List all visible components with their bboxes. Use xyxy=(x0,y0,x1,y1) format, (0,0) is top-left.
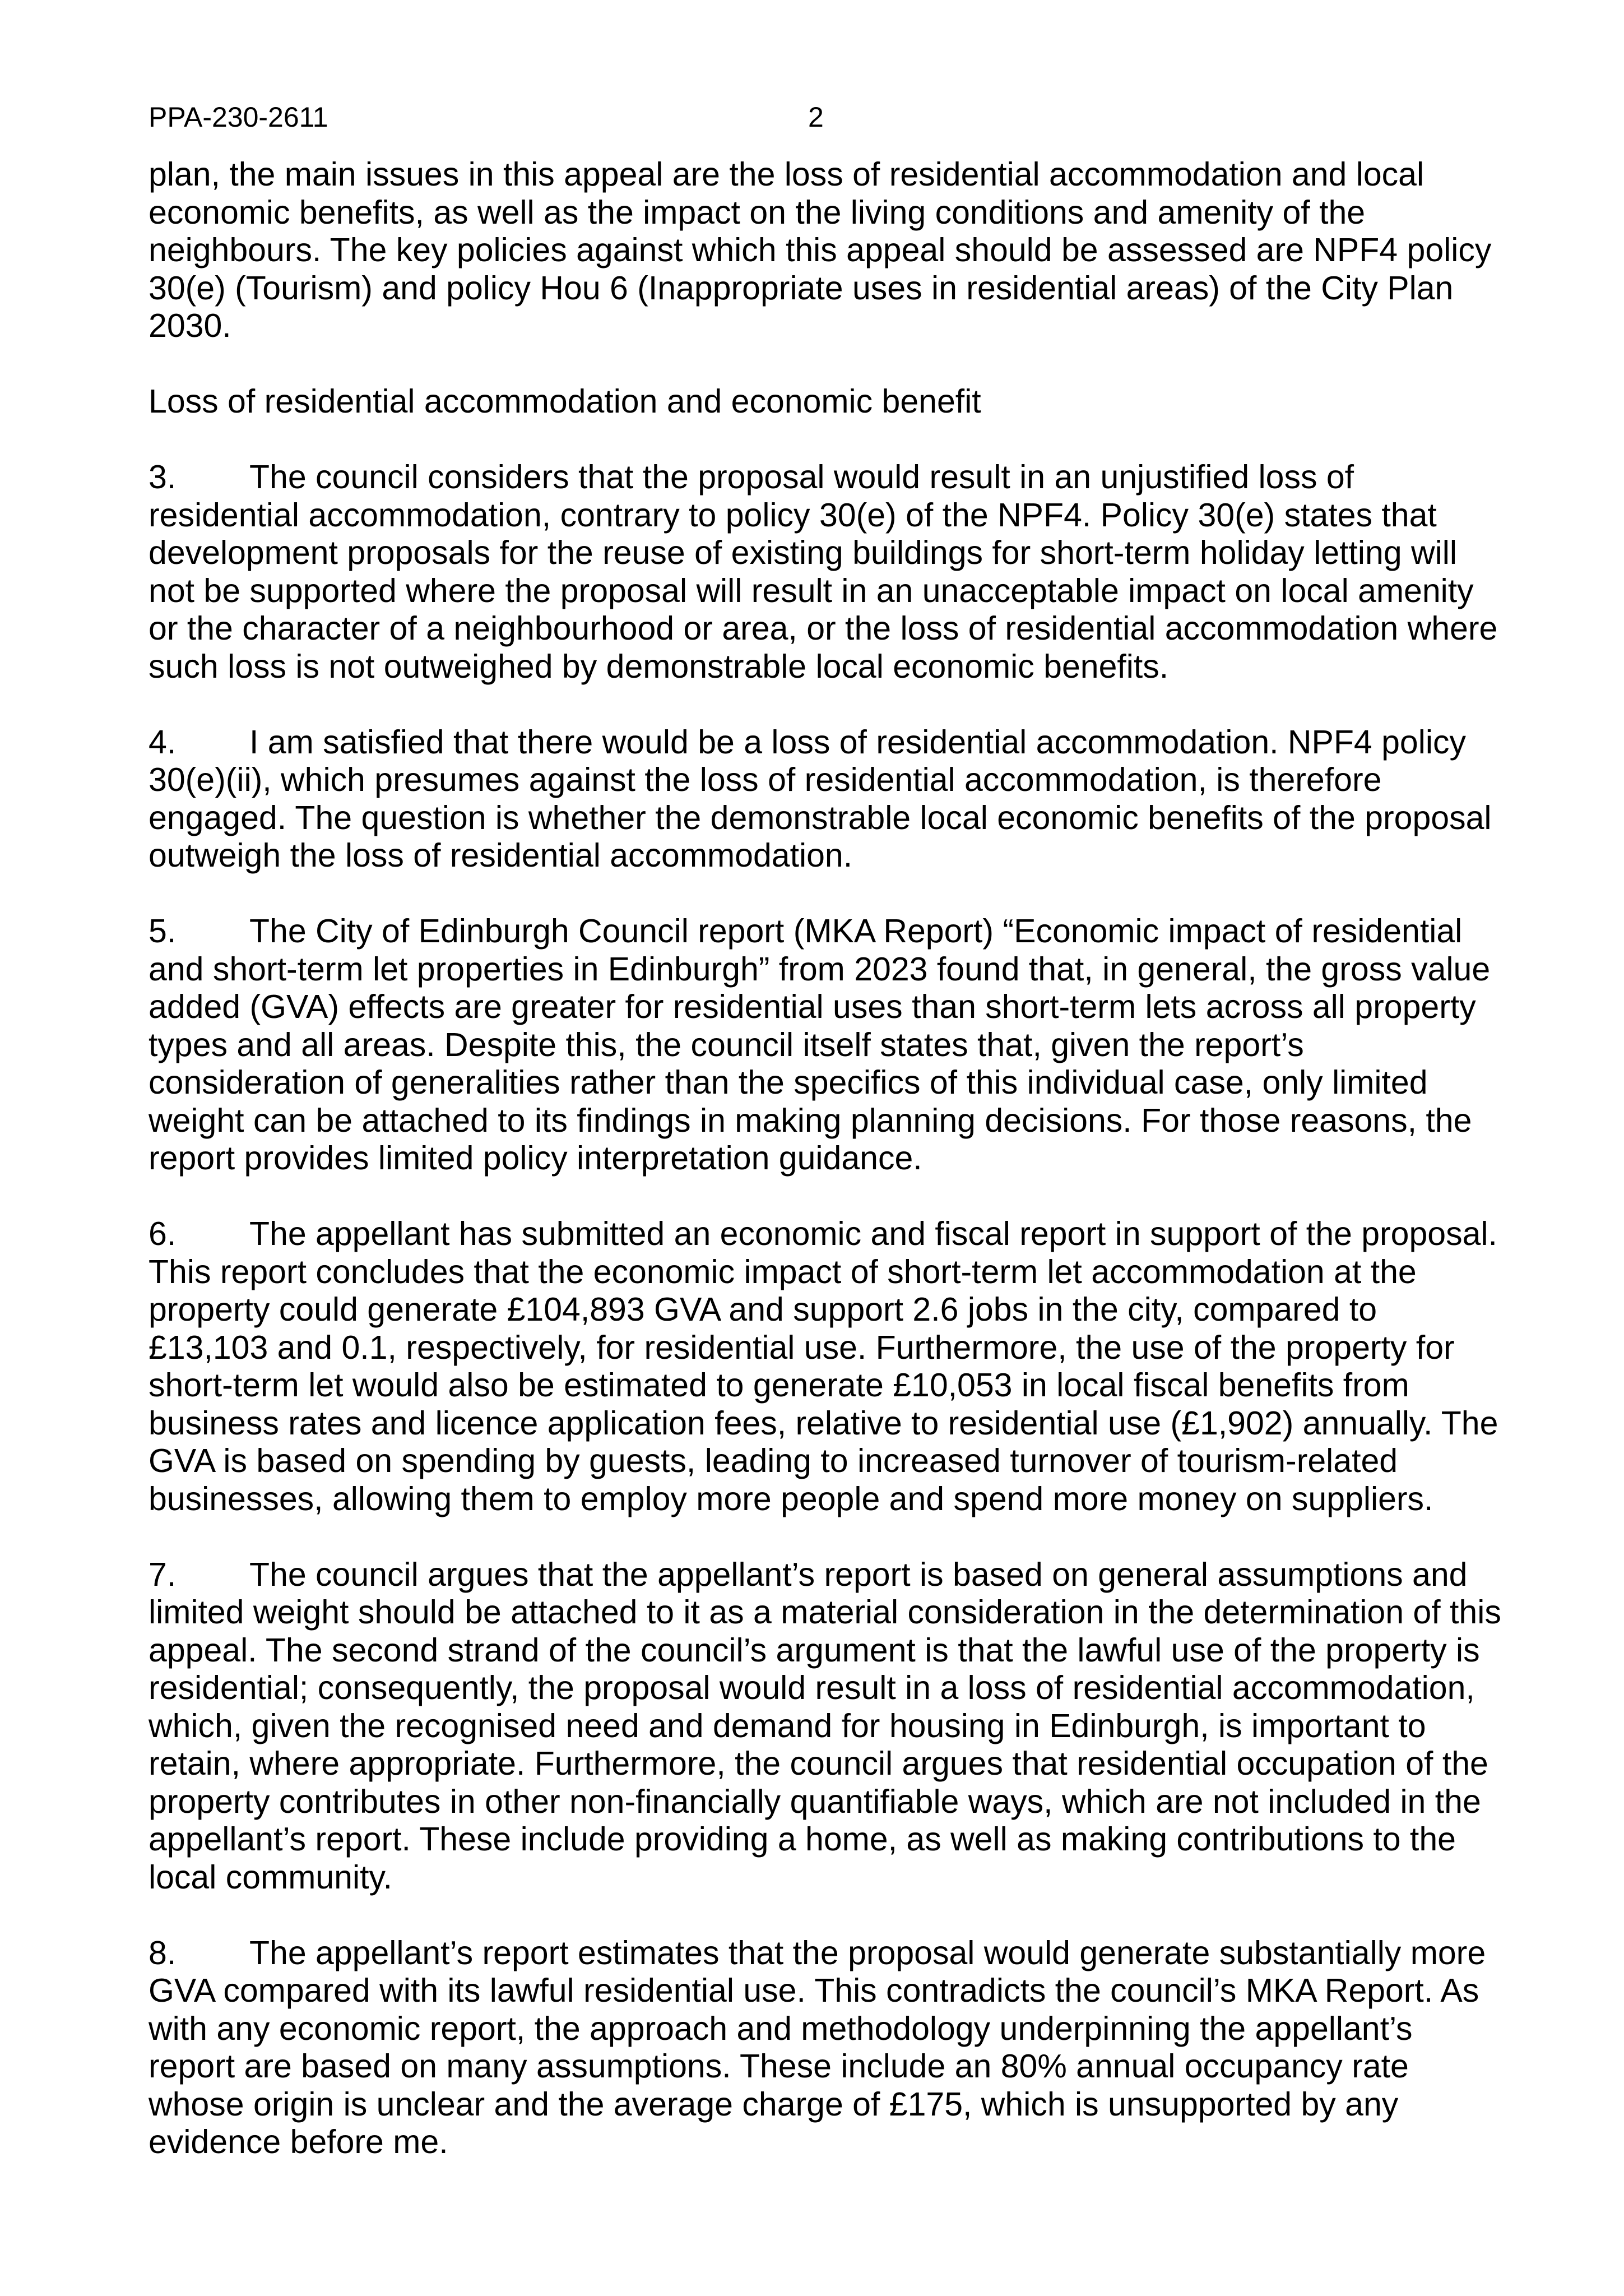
paragraph-text: The council argues that the appellant’s report is based on general assumptions and limited weight should be attached to it as a material consideration in the determination of this appeal. The second strand of the council’s argument is that the lawful use of the property is residential; consequently, the proposal would result in a loss of residential accommodation, which, given the recognised need and demand for housing in Edinburgh, is important to retain, where appropriate. Furthermore, the council argues that residential occupation of the property contributes in other non-financially quantifiable ways, which are not included in the appellant’s report. These include providing a home, as well as making contributions to the local community. xyxy=(149,1556,1501,1896)
paragraph-number: 4. xyxy=(149,723,177,761)
paragraph-text: The appellant has submitted an economic and fiscal report in support of the proposal. This report concludes that the economic impact of short-term let accommodation at the property could generate £104,893 GVA and support 2.6 jobs in the city, compared to £13,103 and 0.1, respectively, for residential use. Furthermore, the use of the property for short-term let would also be estimated to generate £10,053 in local fiscal benefits from business rates and licence application fees, relative to residential use (£1,902) annually. The GVA is based on spending by guests, leading to increased turnover of tourism-related businesses, allowing them to employ more people and spend more money on suppliers. xyxy=(149,1215,1498,1517)
paragraph-text: The appellant’s report estimates that the proposal would generate substantially more GVA compared with its lawful residential use. This contradicts the council’s MKA Report. As with any economic report, the approach and methodology underpinning the appellant’s report are based on many assumptions. These include an 80% annual occupancy rate whose origin is unclear and the average charge of £175, which is unsupported by any evidence before me. xyxy=(149,1934,1486,2160)
paragraph-4 xyxy=(149,724,1505,875)
paragraph-3 xyxy=(149,459,1505,686)
paragraph-number: 3. xyxy=(149,459,177,496)
intro-paragraph: plan, the main issues in this appeal are the loss of residential accommodation and local economic benefits, as well as the impact on the living conditions and amenity of the neighbours. The key policies against which this appeal should be assessed are NPF4 policy 30(e) (Tourism) and policy Hou 6 (Inappropriate uses in residential areas) of the City Plan 2030. xyxy=(149,156,1492,344)
paragraph-text: The City of Edinburgh Council report (MKA Report) “Economic impact of residential and short-term let properties in Edinburgh” from 2023 found that, in general, the gross value added (GVA) effects are greater for residential uses than short-term lets across all property types and all areas. Despite this, the council itself states that, given the report’s consideration of generalities rather than the specifics of this individual case, only limited weight can be attached to its findings in making planning decisions. For those reasons, the report provides limited policy interpretation guidance. xyxy=(149,913,1491,1177)
case-reference: PPA-230-2611 xyxy=(149,101,328,133)
paragraph-text: I am satisfied that there would be a loss of residential accommodation. NPF4 policy 30(e)(ii), which presumes against the loss of residential accommodation, is therefore engaged. The question is whether the demonstrable local economic benefits of the proposal outweigh the loss of residential accommodation. xyxy=(149,723,1492,874)
document-body xyxy=(149,156,1505,2199)
paragraph-7 xyxy=(149,1556,1505,1897)
paragraph-8 xyxy=(149,1934,1505,2161)
section-heading: Loss of residential accommodation and economic benefit xyxy=(149,383,981,420)
paragraph-number: 7. xyxy=(149,1556,177,1593)
page-number: 2 xyxy=(808,101,824,133)
page-header xyxy=(149,98,1475,137)
paragraph-number: 8. xyxy=(149,1934,177,1971)
paragraph-number: 5. xyxy=(149,913,177,950)
paragraph-5 xyxy=(149,913,1505,1178)
paragraph-number: 6. xyxy=(149,1215,177,1252)
paragraph-6 xyxy=(149,1215,1505,1518)
paragraph-text: The council considers that the proposal would result in an unjustified loss of residential accommodation, contrary to policy 30(e) of the NPF4. Policy 30(e) states that development proposals for the reuse of existing buildings for short-term holiday letting will not be supported where the proposal will result in an unacceptable impact on local amenity or the character of a neighbourhood or area, or the loss of residential accommodation where such loss is not outweighed by demonstrable local economic benefits. xyxy=(149,459,1498,685)
